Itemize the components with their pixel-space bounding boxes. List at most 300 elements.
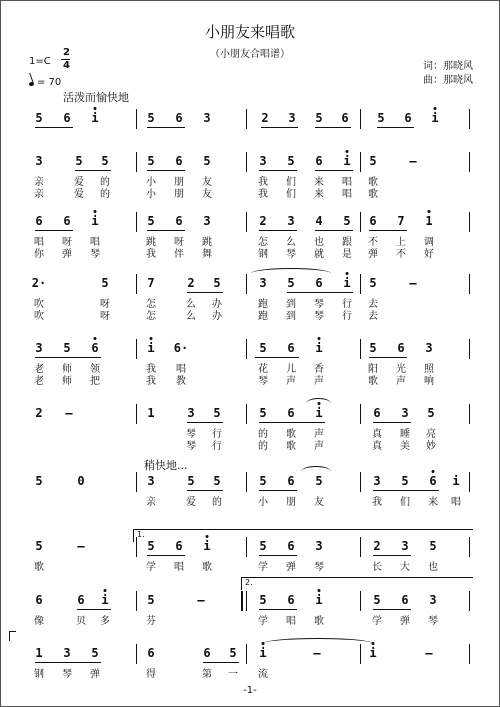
lyric-line-1-syllable: 琴 (314, 299, 324, 310)
note: 5 (147, 111, 155, 125)
lyric-line-1-syllable: 么 (186, 299, 196, 310)
note: 3 (63, 646, 71, 660)
lyric-line-2-syllable: 美 (400, 441, 410, 452)
lyric-line-2-syllable: 歌 (368, 189, 378, 200)
note: 5 (213, 276, 221, 290)
lyric-line-1-syllable: 来 (428, 497, 438, 508)
lyric-line-1-syllable: 唱 (451, 497, 461, 508)
lyric-line-2-syllable: 伴 (174, 249, 184, 260)
lyric-line-1-syllable: 贝 (76, 616, 86, 627)
note: 3 (203, 111, 211, 125)
lyric-line-1-syllable: 多 (100, 616, 110, 627)
lyric-line-1-syllable: 办 (212, 299, 222, 310)
note: 6 (287, 341, 295, 355)
lyric-line-2-syllable: 不 (396, 249, 406, 260)
lyric-line-1-syllable: 歌 (286, 429, 296, 440)
score-system (1, 474, 499, 522)
beam-underline (259, 490, 297, 491)
note: – (313, 646, 321, 660)
lyric-line-1-syllable: 长 (372, 562, 382, 573)
note: 6 (35, 593, 43, 607)
bar-line (136, 152, 137, 172)
bar-line (136, 109, 137, 129)
score-system (1, 214, 499, 262)
lyric-line-1-syllable: 跑 (258, 299, 268, 310)
note: 2 (35, 406, 43, 420)
lyric-line-1-syllable: 领 (90, 364, 100, 375)
octave-dot (428, 210, 431, 213)
note: 6 (341, 111, 349, 125)
note: i (452, 474, 460, 488)
lyric-line-1-syllable: 亮 (426, 429, 436, 440)
lyric-line-2-syllable: 行 (342, 311, 352, 322)
note: 5 (427, 406, 435, 420)
bar-line (469, 339, 470, 359)
note: 6 (77, 593, 85, 607)
lyric-line-2-syllable: 你 (34, 249, 44, 260)
lyric-line-1-syllable: 也 (314, 237, 324, 248)
lyric-line-1-syllable: 琴 (62, 669, 72, 680)
note: 6 (287, 539, 295, 553)
beam-underline (259, 609, 297, 610)
note: 5 (287, 276, 295, 290)
lyric-line-1-syllable: 睡 (400, 429, 410, 440)
lyric-line-1-syllable: 唱 (90, 237, 100, 248)
bar-line (469, 212, 470, 232)
bar-line (469, 591, 470, 611)
note: 3 (259, 154, 267, 168)
lyric-line-1-syllable: 学 (372, 616, 382, 627)
note: 5 (147, 593, 155, 607)
octave-dot (94, 107, 97, 110)
lyric-line-1-syllable: 怎 (258, 237, 268, 248)
note: 5 (63, 341, 71, 355)
bar-line (136, 274, 137, 294)
note: i (147, 341, 155, 355)
bar-line (246, 109, 247, 129)
beam-underline (259, 170, 297, 171)
lyric-line-1-syllable: 亲 (146, 497, 156, 508)
time-signature-top: 2 (63, 47, 70, 58)
lyric-line-1-syllable: 芬 (146, 616, 156, 627)
note: 7 (397, 214, 405, 228)
time-signature-bottom: 4 (63, 60, 70, 71)
note: 3 (373, 474, 381, 488)
octave-dot (94, 210, 97, 213)
note: 2 (259, 214, 267, 228)
lyric-line-1-syllable: 歌 (202, 562, 212, 573)
note: – (65, 406, 73, 420)
lyric-line-2-syllable: 是 (342, 249, 352, 260)
lyric-line-1-syllable: 流 (258, 669, 268, 680)
octave-dot (434, 107, 437, 110)
lyric-line-1-syllable: 唱 (176, 364, 186, 375)
beam-underline (373, 422, 411, 423)
lyric-line-1-syllable: 爱 (186, 497, 196, 508)
tie-arc (263, 638, 373, 649)
volta-bracket-2 (241, 577, 473, 590)
lyric-line-1-syllable: 的 (212, 497, 222, 508)
lyric-line-1-syllable: 老 (34, 364, 44, 375)
octave-dot (318, 337, 321, 340)
beam-underline (259, 230, 297, 231)
lyric-line-2-syllable: 琴 (258, 376, 268, 387)
note: 5 (259, 406, 267, 420)
note: i (369, 646, 377, 660)
lyric-line-2-syllable: 么 (186, 311, 196, 322)
lyric-line-2-syllable: 老 (34, 376, 44, 387)
note: 3 (203, 214, 211, 228)
note: 5 (429, 539, 437, 553)
score-system (1, 341, 499, 389)
note: 6 (287, 406, 295, 420)
lyric-line-1-syllable: 照 (424, 364, 434, 375)
note: 6 (429, 474, 437, 488)
note: 5 (377, 111, 385, 125)
lyric-line-1-syllable: 小 (146, 177, 156, 188)
lyric-line-1-syllable: 友 (202, 177, 212, 188)
page-number: -1- (243, 685, 257, 696)
beam-underline (147, 170, 185, 171)
lyric-line-2-syllable: 亲 (34, 189, 44, 200)
note: 5 (259, 539, 267, 553)
lyric-line-1-syllable: 怎 (146, 299, 156, 310)
lyric-line-1-syllable: 唱 (174, 562, 184, 573)
lyric-line-2-syllable: 吹 (34, 311, 44, 322)
lyric-line-1-syllable: 行 (212, 429, 222, 440)
expression-marking-2: 稍快地... (144, 459, 188, 472)
note: 5 (259, 341, 267, 355)
bar-line (360, 404, 361, 424)
lyric-line-1-syllable: 声 (314, 429, 324, 440)
note: i (315, 406, 323, 420)
quarter-note-icon (28, 81, 34, 86)
lyric-line-1-syllable: 爱 (74, 177, 84, 188)
note: 3 (35, 154, 43, 168)
lyric-line-2-syllable: 钢 (258, 249, 268, 260)
lyric-line-1-syllable: 们 (400, 497, 410, 508)
lyric-line-2-syllable: 爱 (74, 189, 84, 200)
lyric-line-1-syllable: 来 (314, 177, 324, 188)
note: i (101, 593, 109, 607)
note: 3 (147, 474, 155, 488)
lyric-line-1-syllable: 唱 (34, 237, 44, 248)
lyric-line-2-syllable: 跑 (258, 311, 268, 322)
note: – (409, 154, 417, 168)
lyric-line-2-syllable: 到 (286, 311, 296, 322)
bar-line (360, 212, 361, 232)
lyric-line-2-syllable: 友 (202, 189, 212, 200)
beam-underline (373, 555, 411, 556)
note: 3 (425, 341, 433, 355)
note: 5 (203, 154, 211, 168)
lyric-line-1-syllable: 唱 (286, 616, 296, 627)
note: 5 (213, 474, 221, 488)
octave-dot (346, 150, 349, 153)
lyric-line-1-syllable: 行 (342, 299, 352, 310)
lyric-line-2-syllable: 就 (314, 249, 324, 260)
beam-underline (35, 127, 73, 128)
note: 5 (369, 341, 377, 355)
note: 5 (401, 474, 409, 488)
lyric-line-1-syllable: 学 (146, 562, 156, 573)
tempo-value: = 70 (37, 77, 62, 88)
lyric-line-2-syllable: 把 (90, 376, 100, 387)
note: 6 (404, 111, 412, 125)
beam-underline (373, 609, 411, 610)
note: 6 (369, 214, 377, 228)
bar-line (360, 274, 361, 294)
lyric-line-1-syllable: 朋 (286, 497, 296, 508)
note: 6 (287, 474, 295, 488)
note: 4 (315, 214, 323, 228)
tie-arc (306, 398, 331, 409)
lyric-line-2-syllable: 声 (286, 376, 296, 387)
bar-line (136, 212, 137, 232)
score-system (1, 593, 499, 641)
note: 6 (147, 646, 155, 660)
beam-underline (255, 357, 299, 358)
lyric-line-2-syllable: 去 (368, 311, 378, 322)
note: 6· (173, 341, 189, 355)
tie-arc (251, 268, 331, 279)
beam-underline (187, 292, 223, 293)
beam-underline (147, 555, 185, 556)
beam-underline (75, 170, 111, 171)
note: 5 (369, 154, 377, 168)
note: 1 (147, 406, 155, 420)
lyric-line-1-syllable: 歌 (314, 616, 324, 627)
lyric-line-2-syllable: 教 (176, 376, 186, 387)
bar-line (246, 152, 247, 172)
note: 3 (259, 276, 267, 290)
note: 5 (75, 154, 83, 168)
bar-line (469, 274, 470, 294)
lyric-line-1-syllable: 小 (258, 497, 268, 508)
lyric-line-2-syllable: 弹 (368, 249, 378, 260)
beam-underline (35, 230, 73, 231)
note: 3 (35, 341, 43, 355)
note: 5 (35, 539, 43, 553)
lyric-line-2-syllable: 真 (372, 441, 382, 452)
note: i (259, 646, 267, 660)
lyric-line-1-syllable: 香 (314, 364, 324, 375)
note: 6 (175, 214, 183, 228)
lyric-line-1-syllable: 跳 (146, 237, 156, 248)
lyric-line-2-syllable: 琴 (286, 249, 296, 260)
bar-line (469, 109, 470, 129)
lyric-line-1-syllable: 呀 (100, 299, 110, 310)
lyric-line-1-syllable: 琴 (314, 562, 324, 573)
note: 2 (187, 276, 195, 290)
bar-line (469, 644, 470, 664)
lyric-line-1-syllable: 亲 (34, 177, 44, 188)
score-system (1, 406, 499, 454)
note: i (91, 214, 99, 228)
lyric-line-1-syllable: 得 (146, 669, 156, 680)
note: 5 (35, 111, 43, 125)
beam-underline (315, 127, 351, 128)
bar-line (246, 472, 247, 492)
lyricist-credit: 词：那晓风 (423, 61, 473, 72)
lyric-line-1-syllable: 儿 (286, 364, 296, 375)
lyric-line-1-syllable: 跳 (202, 237, 212, 248)
note: – (425, 646, 433, 660)
note: 7 (147, 276, 155, 290)
note: 3 (401, 406, 409, 420)
lyric-line-1-syllable: 琴 (428, 616, 438, 627)
lyric-line-1-syllable: 歌 (368, 177, 378, 188)
lyric-line-2-syllable: 的 (100, 189, 110, 200)
lyric-line-1-syllable: 学 (258, 562, 268, 573)
bar-line (246, 339, 247, 359)
lyric-line-2-syllable: 呀 (100, 311, 110, 322)
beam-underline (147, 127, 185, 128)
lyric-line-1-syllable: 不 (368, 237, 378, 248)
volta-1-label: 1. (137, 530, 145, 539)
lyric-line-1-syllable: 学 (258, 616, 268, 627)
note: 5 (369, 276, 377, 290)
lyric-line-2-syllable: 朋 (174, 189, 184, 200)
lyric-line-1-syllable: 么 (286, 237, 296, 248)
lyric-line-2-syllable: 妙 (426, 441, 436, 452)
bar-line (246, 212, 247, 232)
note: 3 (287, 214, 295, 228)
lyric-line-2-syllable: 声 (314, 376, 324, 387)
song-title: 小朋友来唱歌 (204, 23, 295, 41)
lyric-line-2-syllable: 琴 (314, 311, 324, 322)
lyric-line-1-syllable: 弹 (286, 562, 296, 573)
score-system (1, 111, 499, 159)
beam-underline (35, 662, 101, 663)
octave-dot (346, 272, 349, 275)
lyric-line-1-syllable: 到 (286, 299, 296, 310)
note: 5 (343, 214, 351, 228)
note: 6 (91, 341, 99, 355)
lyric-line-1-syllable: 朋 (174, 177, 184, 188)
lyric-line-2-syllable: 歌 (368, 376, 378, 387)
bar-line (469, 152, 470, 172)
song-subtitle: （小朋友合唱谱） (210, 49, 290, 60)
composer-credit: 曲：那晓风 (423, 75, 473, 86)
bar-line (246, 404, 247, 424)
lyric-line-2-syllable: 行 (212, 441, 222, 452)
beam-underline (377, 127, 414, 128)
bar-line (360, 472, 361, 492)
bar-line (136, 644, 137, 664)
note: i (343, 276, 351, 290)
lyric-line-1-syllable: 师 (62, 364, 72, 375)
note: i (91, 111, 99, 125)
bar-line (360, 339, 361, 359)
lyric-line-1-syllable: 我 (372, 497, 382, 508)
beam-underline (63, 357, 101, 358)
note: 5 (91, 646, 99, 660)
note: 5 (287, 154, 295, 168)
lyric-line-2-syllable: 们 (286, 189, 296, 200)
bar-line (136, 404, 137, 424)
lyric-line-2-syllable: 我 (258, 189, 268, 200)
note: 6 (203, 646, 211, 660)
bar-line (246, 591, 247, 611)
lyric-line-2-syllable: 琴 (186, 441, 196, 452)
bar-line (136, 339, 137, 359)
expression-marking: 活泼而愉快地 (63, 91, 129, 104)
note: 1 (35, 646, 43, 660)
bar-line (360, 152, 361, 172)
octave-dot (104, 589, 107, 592)
note: 3 (429, 593, 437, 607)
note: 5 (315, 111, 323, 125)
octave-dot (150, 337, 153, 340)
bar-line (246, 274, 247, 294)
beam-underline (187, 422, 223, 423)
tie-arc (301, 466, 331, 477)
lyric-line-1-syllable: 第 (202, 669, 212, 680)
note: 2 (261, 111, 269, 125)
lyric-line-1-syllable: 真 (372, 429, 382, 440)
note: 3 (187, 406, 195, 420)
lyric-line-2-syllable: 小 (146, 189, 156, 200)
lyric-line-1-syllable: 钢 (34, 669, 44, 680)
lyric-line-2-syllable: 师 (62, 376, 72, 387)
lyric-line-2-syllable: 响 (424, 376, 434, 387)
lyric-line-1-syllable: 吹 (34, 299, 44, 310)
note: 6 (63, 214, 71, 228)
beam-underline (147, 230, 185, 231)
note: 6 (287, 593, 295, 607)
note: 3 (315, 539, 323, 553)
note: 3 (288, 111, 296, 125)
lyric-line-1-syllable: 我 (258, 177, 268, 188)
note: 1 (425, 214, 433, 228)
note: 5 (213, 406, 221, 420)
lyric-line-1-syllable: 的 (100, 177, 110, 188)
note: i (431, 111, 439, 125)
beam-underline (369, 357, 407, 358)
note: 5 (147, 539, 155, 553)
lyric-line-1-syllable: 去 (368, 299, 378, 310)
lyric-line-1-syllable: 上 (396, 237, 406, 248)
lyric-line-1-syllable: 的 (258, 429, 268, 440)
note: 5 (147, 214, 155, 228)
bar-line (136, 472, 137, 492)
beam-underline (187, 490, 223, 491)
bracket-mark (9, 631, 16, 641)
lyric-line-1-syllable: 呀 (174, 237, 184, 248)
note: 5 (147, 154, 155, 168)
lyric-line-2-syllable: 声 (314, 441, 324, 452)
lyric-line-1-syllable: 像 (34, 616, 44, 627)
lyric-line-1-syllable: 友 (314, 497, 324, 508)
beam-underline (203, 662, 239, 663)
note: i (203, 539, 211, 553)
note: 5 (101, 276, 109, 290)
note: 6 (397, 341, 405, 355)
lyric-line-2-syllable: 弹 (62, 249, 72, 260)
note: 5 (259, 474, 267, 488)
lyric-line-2-syllable: 的 (258, 441, 268, 452)
lyric-line-1-syllable: 歌 (34, 562, 44, 573)
lyric-line-2-syllable: 舞 (202, 249, 212, 260)
octave-dot (94, 337, 97, 340)
note: 6 (401, 593, 409, 607)
note: i (315, 341, 323, 355)
note: – (77, 539, 85, 553)
volta-2-label: 2. (245, 578, 253, 587)
lyric-line-1-syllable: 也 (428, 562, 438, 573)
volta-bracket-1 (133, 529, 473, 542)
